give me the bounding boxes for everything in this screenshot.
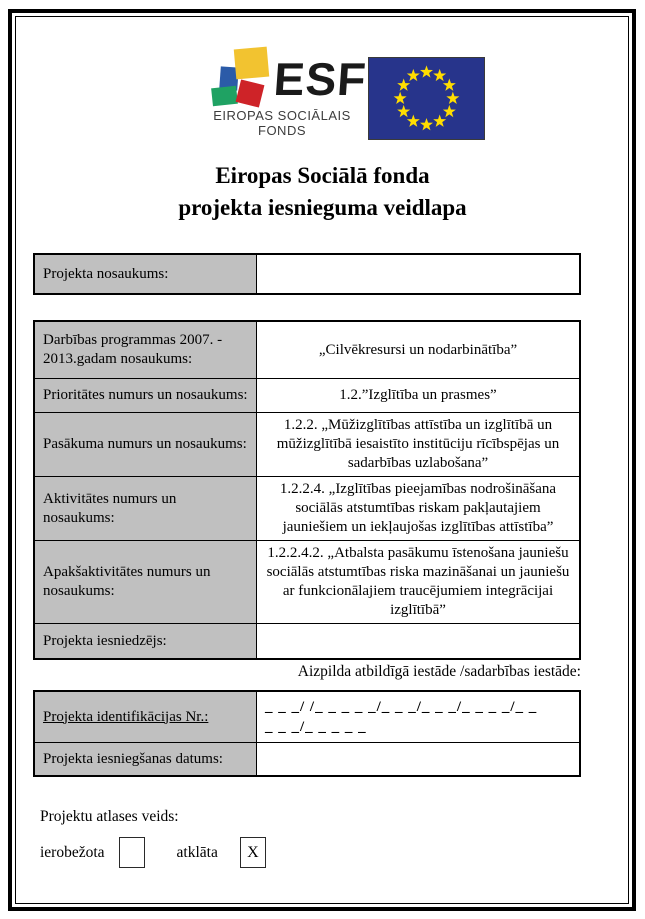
esf-logo xyxy=(212,46,369,151)
project-id-pattern-line2: _ _ _/_ _ _ _ _ xyxy=(265,719,367,735)
selection-type-label: Projektu atlases veids: xyxy=(40,808,179,825)
measure-label: Pasākuma numurs un nosaukums: xyxy=(35,413,257,476)
esf-caption-line1: EIROPAS SOCIĀLAIS xyxy=(213,108,351,123)
activity-value: 1.2.2.4. „Izglītības pieejamības nodrošināšana sociālās atstumtības riskam pakļautajiem jauniešiem un iekļaujošas izglītības attīstība” xyxy=(279,481,557,535)
measure-value: 1.2.2. „Mūžizglītības attīstība un izglītībā un mūžizglītībā iesaistīto institūciju rīcībspējas un sadarbības uzlabošana” xyxy=(276,417,560,471)
table-row-operational-programme xyxy=(35,322,579,378)
project-id-field[interactable] xyxy=(257,692,579,742)
priority-value: 1.2.”Izglītība un prasmes” xyxy=(339,387,497,403)
esf-caption-line2: FONDS xyxy=(258,123,306,138)
option-restricted-label: ierobežota xyxy=(40,843,105,861)
eu-flag-icon xyxy=(368,57,485,140)
project-id-label xyxy=(35,692,257,742)
esf-logo-red-square-icon xyxy=(236,79,265,107)
table-row-subactivity xyxy=(35,540,579,623)
subactivity-label: Apakšaktivitātes numurs un nosaukums: xyxy=(35,541,257,623)
table-row-submission-date xyxy=(35,742,579,775)
priority-label: Prioritātes numurs un nosaukums: xyxy=(35,379,257,412)
project-name-field[interactable] xyxy=(257,255,579,293)
table-row-applicant xyxy=(35,623,579,658)
option-restricted-checkbox[interactable] xyxy=(119,837,145,868)
operational-programme-value: „Cilvēkresursi un nodarbinātība” xyxy=(318,341,518,358)
selection-type-options xyxy=(40,837,266,868)
authority-note: Aizpilda atbildīgā iestāde /sadarbības iestāde: xyxy=(297,663,581,680)
applicant-field[interactable] xyxy=(257,624,579,658)
programme-details-table xyxy=(33,320,581,660)
form-title xyxy=(0,160,645,224)
project-id-pattern-line1: _ _ _/ /_ _ _ _ _/_ _ _/_ _ _/_ _ _ _/_ _ xyxy=(265,699,538,715)
form-title-line2: projekta iesnieguma veidlapa xyxy=(178,195,467,220)
form-title-line1: Eiropas Sociālā fonda xyxy=(215,163,430,188)
table-row-project-name xyxy=(35,255,579,293)
esf-logo-text: ESF xyxy=(272,53,369,105)
table-row-priority xyxy=(35,378,579,412)
esf-logo-green-square-icon xyxy=(211,86,238,107)
project-name-table xyxy=(33,253,581,295)
esf-logo-yellow-square-icon xyxy=(234,47,269,80)
option-open-label: atklāta xyxy=(176,843,218,861)
operational-programme-label: Darbības programmas 2007. - 2013.gadam nosaukums: xyxy=(35,322,257,378)
activity-label: Aktivitātes numurs un nosaukums: xyxy=(35,477,257,540)
esf-logo-caption xyxy=(207,108,357,138)
subactivity-value: 1.2.2.4.2. „Atbalsta pasākumu īstenošana jauniešu sociālās atstumtības riska mazināšanai un jauniešu ar funkcionālajiem traucējumiem integrācijai izglītībā” xyxy=(266,545,570,618)
identification-table xyxy=(33,690,581,777)
project-name-label: Projekta nosaukums: xyxy=(35,255,257,293)
submission-date-label: Projekta iesniegšanas datums: xyxy=(35,743,257,775)
table-row-activity xyxy=(35,476,579,540)
project-id-label-text: Projekta identifikācijas Nr.: xyxy=(43,708,209,725)
table-row-measure xyxy=(35,412,579,476)
applicant-label: Projekta iesniedzējs: xyxy=(35,624,257,658)
submission-date-field[interactable] xyxy=(257,743,579,775)
option-open-checkbox[interactable]: X xyxy=(240,837,266,868)
table-row-project-id xyxy=(35,692,579,742)
